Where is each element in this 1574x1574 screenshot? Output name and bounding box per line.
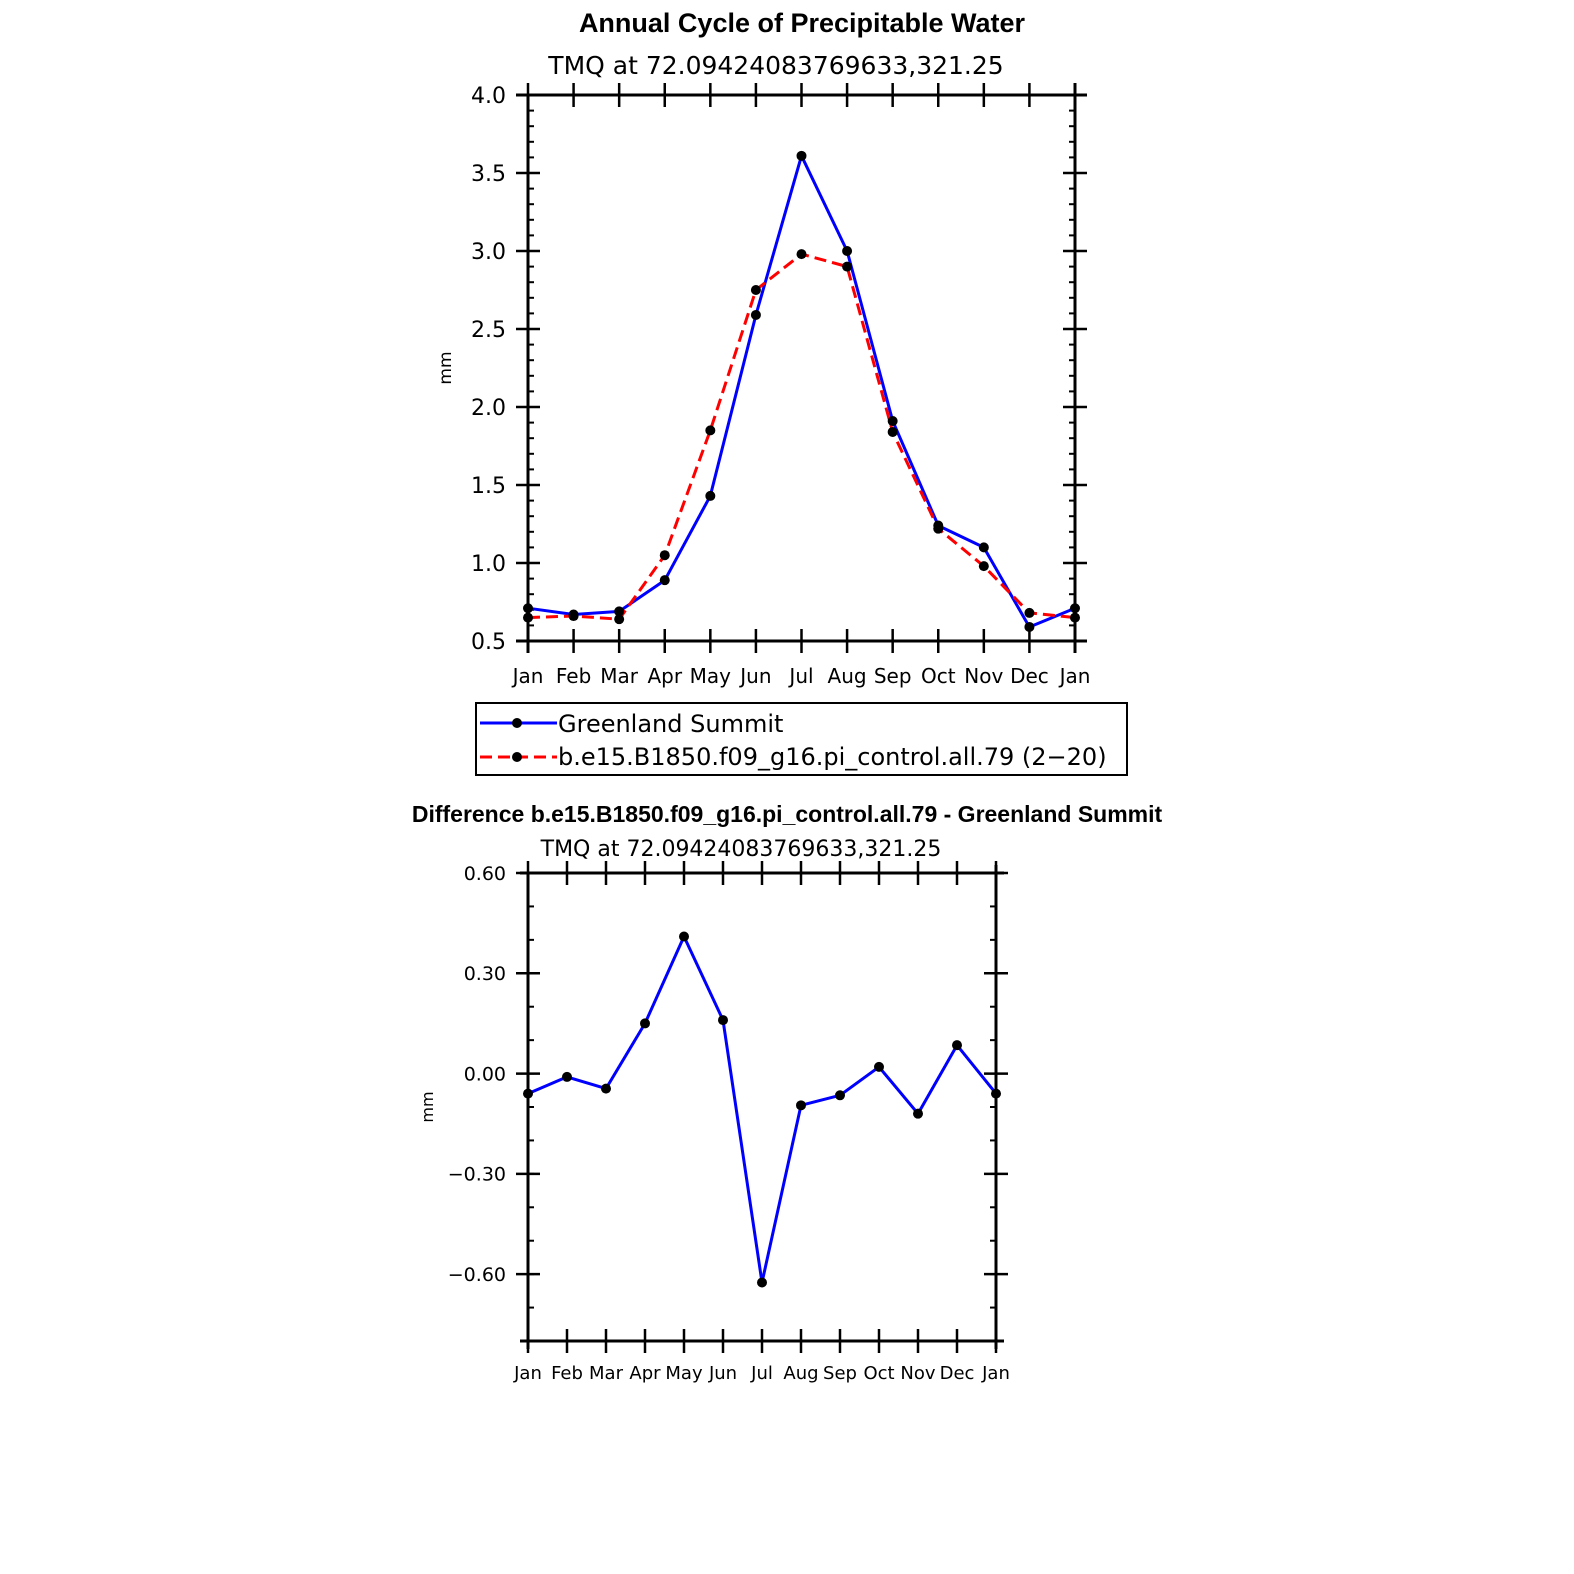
c2-xtick-label: Aug [783,1363,819,1384]
c2-xtick-label: Apr [629,1363,661,1384]
c2-xtick-label: Oct [863,1363,895,1384]
c1-ytick-label: 2.0 [471,395,506,421]
c2-xtick-label: Dec [939,1363,975,1384]
c1-xtick-label: Sep [873,664,912,688]
c1-series-1-point [705,425,715,435]
legend-marker-greenland-summit [512,718,522,728]
c1-series-0-point [842,246,852,256]
c2-series-0-point [952,1040,962,1050]
c1-xtick-label: Nov [964,664,1004,688]
legend-label-greenland-summit: Greenland Summit [558,710,784,738]
c1-series-0-line [528,156,1075,627]
c1-series-0-point [888,416,898,426]
c1-ytick-label: 2.5 [471,317,506,343]
c1-xtick-label: Aug [827,664,867,688]
c2-xtick-label: Feb [551,1363,583,1384]
c2-series-0-point [757,1278,767,1288]
c1-series-1-point [569,611,579,621]
c1-ytick-label: 4.0 [471,83,506,109]
chart2-subtitle: TMQ at 72.09424083769633,321.25 [540,837,942,862]
c1-series-0-point [797,151,807,161]
c1-series-1-point [1024,608,1034,618]
c1-series-0-point [979,542,989,552]
c1-xtick-label: Dec [1010,664,1049,688]
c2-xtick-label: May [665,1363,703,1384]
c2-series-0-point [913,1109,923,1119]
c1-series-0-point [660,575,670,585]
c1-series-0-point [751,310,761,320]
c1-xtick-label: Jan [512,664,544,688]
c1-series-1-point [797,249,807,259]
chart2-ylabel: mm [418,1091,437,1123]
c2-ytick-label: 0.00 [463,1063,506,1086]
c1-series-1-point [660,550,670,560]
c1-series-1-point [614,614,624,624]
c1-series-0-point [523,603,533,613]
c1-series-0-point [1070,603,1080,613]
c2-xtick-label: Jan [514,1363,542,1384]
c1-series-1-point [933,524,943,534]
c2-series-0-point [718,1015,728,1025]
chart1-subtitle: TMQ at 72.09424083769633,321.25 [548,51,1004,80]
c1-series-0-point [1024,622,1034,632]
c1-ytick-label: 3.0 [471,239,506,265]
chart1-title: Annual Cycle of Precipitable Water [578,8,1026,38]
c1-ytick-label: 1.5 [471,473,506,499]
c2-ytick-label: 0.60 [463,862,506,885]
c1-xtick-label: Jul [789,664,814,688]
c1-ytick-label: 1.0 [471,551,506,577]
c2-series-0-point [679,932,689,942]
c1-ytick-label: 0.5 [471,629,506,655]
chart1-ylabel: mm [436,351,456,385]
c1-series-1-point [751,285,761,295]
c1-series-1-point [979,561,989,571]
c2-series-0-point [874,1062,884,1072]
c1-xtick-label: Oct [920,664,956,688]
legend-label-model: b.e15.B1850.f09_g16.pi_control.all.79 (2−20) [558,743,1107,771]
c1-series-1-point [842,262,852,272]
c1-xtick-label: Apr [647,664,683,688]
c1-xtick-label: Feb [555,664,592,688]
c2-ytick-label: −0.30 [447,1163,506,1186]
c1-series-1-point [888,427,898,437]
c2-xtick-label: Jul [751,1363,773,1384]
c2-series-0-point [796,1100,806,1110]
c1-xtick-label: Jan [1059,664,1091,688]
chart2-title: Difference b.e15.B1850.f09_g16.pi_control.all.79 - Greenland Summit [411,801,1163,827]
c2-ytick-label: −0.60 [447,1263,506,1286]
legend-marker-model [512,752,522,762]
c1-series-1-point [1070,613,1080,623]
c2-ytick-label: 0.30 [463,963,506,986]
c1-xtick-label: Mar [600,664,639,688]
c2-xtick-label: Jun [708,1363,738,1384]
c2-series-0-line [528,937,996,1283]
c2-series-0-point [991,1089,1001,1099]
c1-xtick-label: May [689,664,732,688]
c2-xtick-label: Sep [823,1363,857,1384]
chart1-legend [476,703,1127,775]
c2-series-0-point [835,1090,845,1100]
c2-series-0-point [523,1089,533,1099]
c2-xtick-label: Nov [900,1363,936,1384]
c2-xtick-label: Jan [982,1363,1010,1384]
c1-series-1-point [523,613,533,623]
c1-xtick-label: Jun [740,664,772,688]
c2-series-0-point [601,1084,611,1094]
c2-series-0-point [640,1018,650,1028]
c1-series-0-point [705,491,715,501]
c2-xtick-label: Mar [589,1363,623,1384]
c2-series-0-point [562,1072,572,1082]
c1-ytick-label: 3.5 [471,161,506,187]
chart2-plot [0,790,1574,1574]
